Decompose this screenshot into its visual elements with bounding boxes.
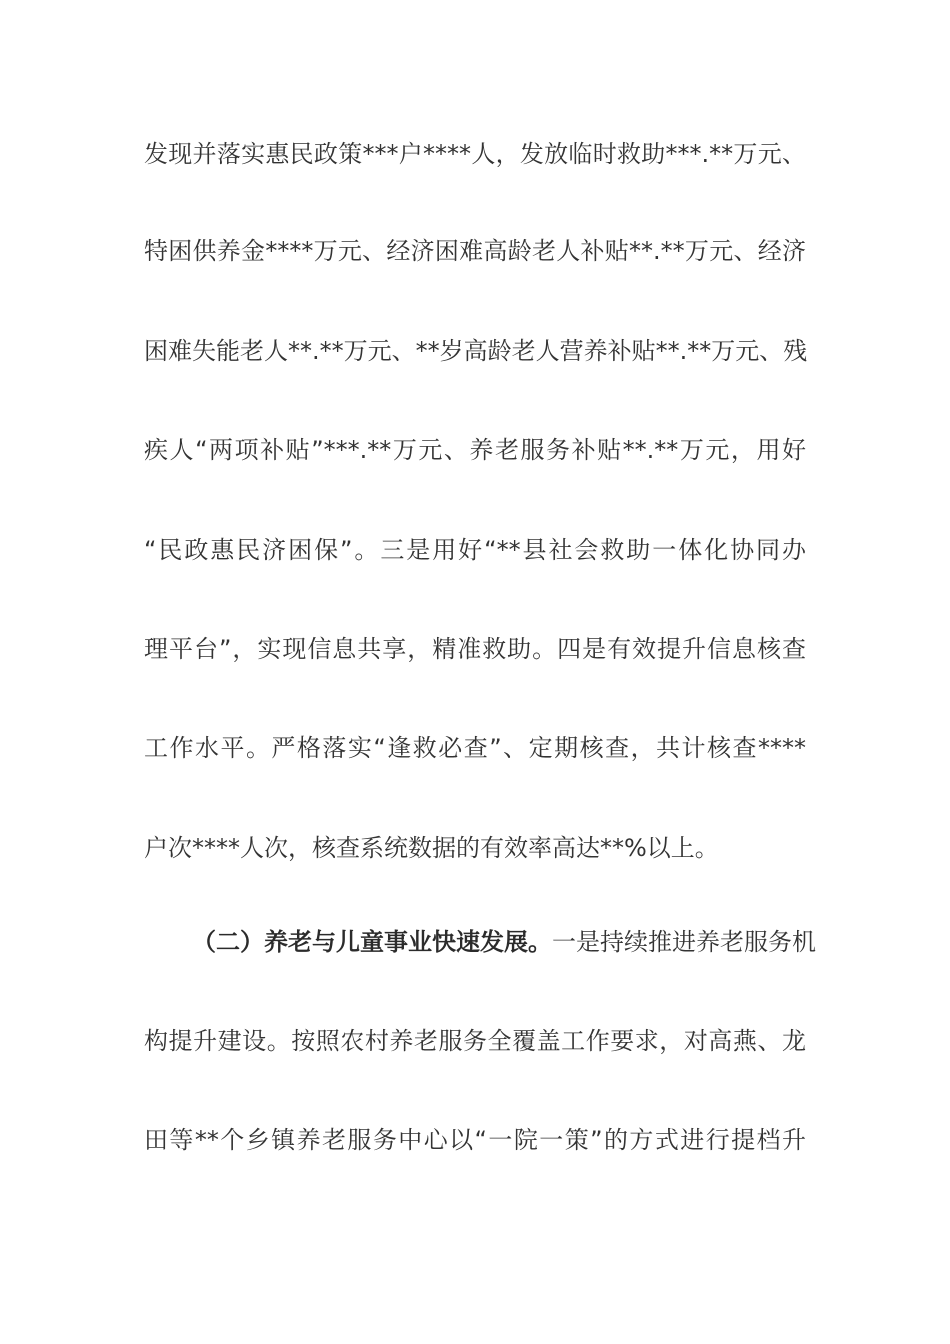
paragraph-line-3: 困难失能老人**.**万元、**岁高龄老人营养补贴**.**万元、残 — [144, 337, 808, 365]
section-heading: （二）养老与儿童事业快速发展。 — [192, 928, 552, 956]
paragraph-line-6: 理平台”，实现信息共享，精准救助。四是有效提升信息核查 — [144, 635, 806, 663]
paragraph-line-1: 发现并落实惠民政策***户****人，发放临时救助***.**万元、 — [144, 140, 806, 168]
section-heading-continuation: 一是持续推进养老服务机 — [552, 928, 816, 956]
paragraph-line-4: 疾人“两项补贴”***.**万元、养老服务补贴**.**万元，用好 — [144, 436, 806, 464]
paragraph-line-2: 特困供养金****万元、经济困难高龄老人补贴**.**万元、经济 — [144, 237, 806, 265]
paragraph-line-7: 工作水平。严格落实“逢救必查”、定期核查，共计核查**** — [144, 734, 806, 762]
paragraph-line-8: 户次****人次，核查系统数据的有效率高达**%以上。 — [144, 834, 719, 862]
section-line-2: 田等**个乡镇养老服务中心以“一院一策”的方式进行提档升 — [144, 1126, 806, 1154]
paragraph-line-5: “民政惠民济困保”。三是用好“**县社会救助一体化协同办 — [144, 536, 806, 564]
section-heading-line — [192, 922, 816, 962]
section-line-1: 构提升建设。按照农村养老服务全覆盖工作要求，对高燕、龙 — [144, 1027, 806, 1055]
